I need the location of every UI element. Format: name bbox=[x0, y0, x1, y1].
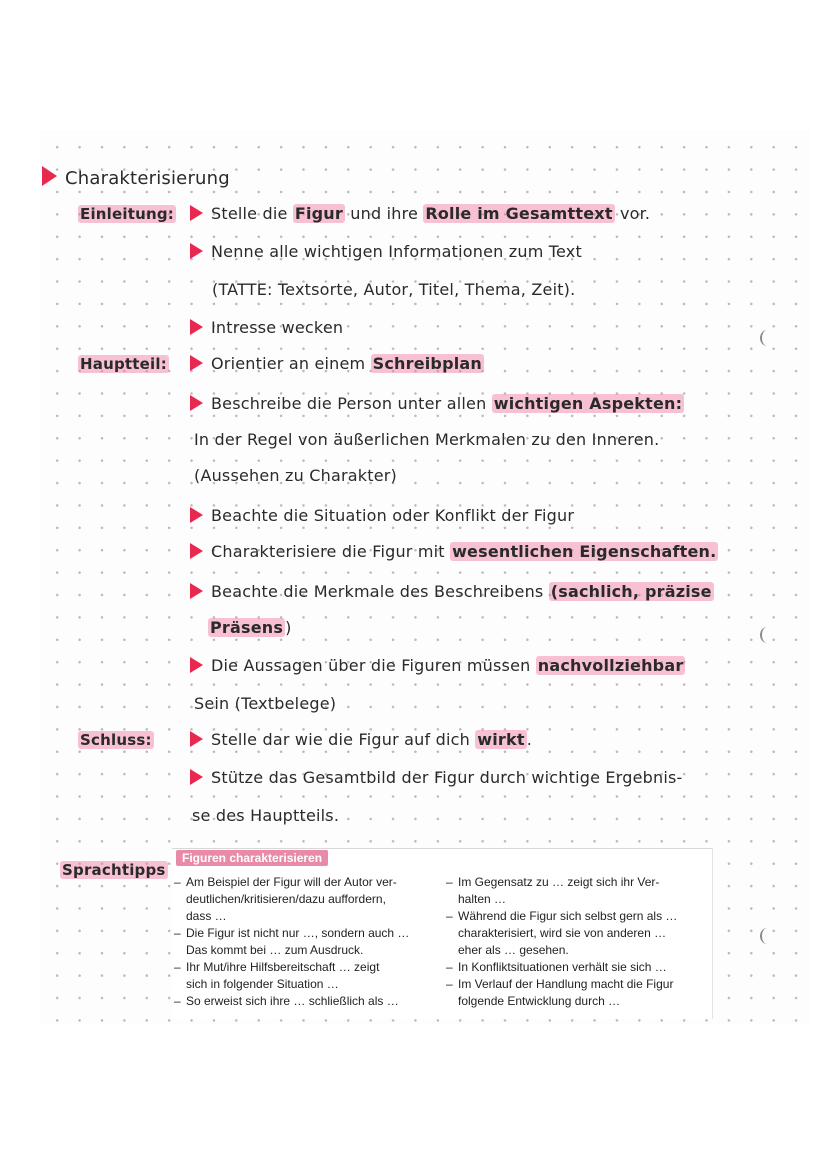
triangle-bullet-icon bbox=[190, 205, 203, 221]
dash-marker: – bbox=[446, 875, 453, 889]
hauptteil-bullet-3: Beachte die Situation oder Konflikt der Figur bbox=[190, 506, 574, 526]
dash-marker: – bbox=[174, 960, 181, 974]
schluss-bullet-2-line-2: se des Hauptteils. bbox=[192, 806, 340, 825]
phrase-line: sich in folgender Situation … bbox=[186, 977, 339, 991]
hauptteil-bullet-2-line-2: In der Regel von äußerlichen Merkmalen zu den Inneren. bbox=[194, 430, 660, 449]
binder-hole-mark bbox=[760, 627, 774, 643]
phrase-item bbox=[446, 874, 706, 908]
hauptteil-bullet-5: Beachte die Merkmale des Beschreibens (sachlich, präzise bbox=[190, 582, 714, 602]
hauptteil-bullet-2-line-3: (Aussehen zu Charakter) bbox=[194, 466, 397, 485]
phrase-line: halten … bbox=[458, 892, 507, 906]
triangle-bullet-icon bbox=[190, 395, 203, 411]
hauptteil-bullet-6: Die Aussagen über die Figuren müssen nachvollziehbar bbox=[190, 656, 685, 676]
triangle-bullet-icon bbox=[190, 769, 203, 785]
section-label-einleitung: Einleitung: bbox=[80, 205, 174, 223]
phrase-line: deutlichen/kritisieren/dazu auffordern, bbox=[186, 892, 386, 906]
binder-hole-mark bbox=[760, 928, 774, 944]
section-label-sprachtipps: Sprachtipps bbox=[62, 861, 166, 879]
phrase-line: Das kommt bei … zum Ausdruck. bbox=[186, 943, 364, 957]
triangle-bullet-icon bbox=[42, 166, 57, 186]
sprachtipps-right-column bbox=[446, 874, 706, 1010]
phrase-line: Im Gegensatz zu … zeigt sich ihr Ver- bbox=[458, 875, 660, 889]
binder-hole-mark bbox=[760, 330, 774, 346]
phrase-line: Ihr Mut/ihre Hilfsbereitschaft … zeigt bbox=[186, 960, 380, 974]
phrase-item bbox=[446, 976, 706, 1010]
dash-marker: – bbox=[174, 994, 181, 1008]
dash-marker: – bbox=[446, 960, 453, 974]
phrase-line: In Konfliktsituationen verhält sie sich … bbox=[458, 960, 667, 974]
triangle-bullet-icon bbox=[190, 243, 203, 259]
section-label-hauptteil: Hauptteil: bbox=[80, 355, 167, 373]
phrase-line: dass … bbox=[186, 909, 227, 923]
schluss-bullet-1: Stelle dar wie die Figur auf dich wirkt . bbox=[190, 730, 532, 750]
sprachtipps-left-column bbox=[174, 874, 434, 1010]
einleitung-bullet-2-line-2: (TATTE: Textsorte, Autor, Titel, Thema, Zeit). bbox=[212, 280, 576, 299]
triangle-bullet-icon bbox=[190, 319, 203, 335]
phrase-item bbox=[174, 925, 434, 959]
phrase-line: Im Verlauf der Handlung macht die Figur bbox=[458, 977, 674, 991]
phrase-line: Die Figur ist nicht nur …, sondern auch … bbox=[186, 926, 410, 940]
triangle-bullet-icon bbox=[190, 543, 203, 559]
einleitung-bullet-1: Stelle die Figur und ihre Rolle im Gesamttext vor. bbox=[190, 204, 650, 224]
phrase-line: Während die Figur sich selbst gern als … bbox=[458, 909, 678, 923]
phrase-item bbox=[174, 993, 434, 1010]
hauptteil-bullet-1: Orientier an einem Schreibplan bbox=[190, 354, 484, 374]
hauptteil-bullet-2: Beschreibe die Person unter allen wichtigen Aspekten: bbox=[190, 394, 684, 414]
dash-marker: – bbox=[174, 875, 181, 889]
phrase-line: eher als … gesehen. bbox=[458, 943, 569, 957]
phrase-line: Am Beispiel der Figur will der Autor ver- bbox=[186, 875, 397, 889]
einleitung-bullet-2: Nenne alle wichtigen Informationen zum Text bbox=[190, 242, 582, 262]
triangle-bullet-icon bbox=[190, 731, 203, 747]
phrase-list-right bbox=[446, 874, 706, 1010]
phrase-line: charakterisiert, wird sie von anderen … bbox=[458, 926, 667, 940]
triangle-bullet-icon bbox=[190, 657, 203, 673]
triangle-bullet-icon bbox=[190, 507, 203, 523]
triangle-bullet-icon bbox=[190, 583, 203, 599]
schluss-bullet-2: Stütze das Gesamtbild der Figur durch wichtige Ergebnis- bbox=[190, 768, 682, 788]
section-label-schluss: Schluss: bbox=[80, 731, 152, 749]
einleitung-bullet-3: Intresse wecken bbox=[190, 318, 343, 338]
hauptteil-bullet-6-line-2: Sein (Textbelege) bbox=[194, 694, 337, 713]
triangle-bullet-icon bbox=[190, 355, 203, 371]
dash-marker: – bbox=[446, 977, 453, 991]
phrase-line: So erweist sich ihre … schließlich als … bbox=[186, 994, 399, 1008]
phrase-item bbox=[174, 874, 434, 925]
dash-marker: – bbox=[174, 926, 181, 940]
phrase-item bbox=[446, 908, 706, 959]
phrase-item bbox=[446, 959, 706, 976]
phrase-line: folgende Entwicklung durch … bbox=[458, 994, 621, 1008]
hauptteil-bullet-4: Charakterisiere die Figur mit wesentlichen Eigenschaften. bbox=[190, 542, 718, 562]
phrase-list-left bbox=[174, 874, 434, 1010]
page-title: Charakterisierung bbox=[42, 166, 230, 189]
hauptteil-bullet-5-line-2: Präsens ) bbox=[210, 618, 292, 637]
sprachtipps-box-title: Figuren charakterisieren bbox=[176, 850, 328, 866]
phrase-item bbox=[174, 959, 434, 993]
dash-marker: – bbox=[446, 909, 453, 923]
